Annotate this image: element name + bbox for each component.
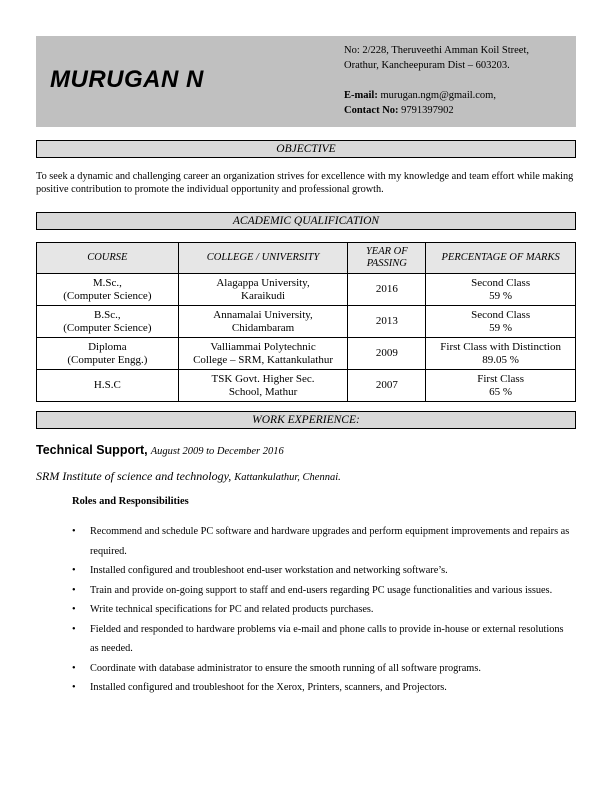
list-item <box>72 561 572 581</box>
table-row <box>37 338 576 370</box>
bullet-icon: • <box>72 662 76 674</box>
course-text: H.S.C <box>93 379 121 392</box>
cell-college <box>178 370 348 402</box>
course-text: M.Sc., <box>92 277 122 289</box>
candidate-name: MURUGAN N <box>50 66 204 93</box>
cell-course <box>37 338 179 370</box>
cell-year <box>348 370 426 402</box>
list-item-text: Recommend and schedule PC software and hardware upgrades and perform equipment improvements and repairs as required. <box>90 526 570 557</box>
cell-year <box>348 306 426 338</box>
marks-text: First Class with Distinction <box>440 341 561 353</box>
course-text: Diploma <box>88 341 127 353</box>
college-text: Annamalai University, <box>213 309 313 321</box>
college-text: TSK Govt. Higher Sec. <box>211 373 315 385</box>
objective-text: To seek a dynamic and challenging career an organization strives for excellence with my knowledge and team effort while making positive contribution to promote the individual opportunity and professional growth. <box>36 171 574 195</box>
marks-text: 65 % <box>489 385 513 398</box>
roles-heading: Roles and Responsibilities <box>72 496 189 507</box>
college-text: Valliammai Polytechnic <box>210 341 316 353</box>
academic-heading: ACADEMIC QUALIFICATION <box>36 212 576 230</box>
address-line-2: Orathur, Kancheepuram Dist – 603203. <box>344 60 510 71</box>
list-item <box>72 581 572 601</box>
list-item-text: Installed configured and troubleshoot end-user workstation and networking software’s. <box>90 565 448 576</box>
header-course: COURSE <box>37 243 179 274</box>
cell-marks <box>426 370 576 402</box>
course-text: (Computer Engg.) <box>67 353 148 366</box>
address-line-1: No: 2/228, Theruveethi Amman Koil Street, <box>344 45 529 56</box>
list-item-text: Coordinate with database administrator to ensure the smooth running of all software programs. <box>90 662 481 674</box>
list-item <box>72 620 572 659</box>
job-title: Technical Support, <box>36 443 148 457</box>
employer-location: Kattankulathur, Chennai. <box>234 472 341 483</box>
college-text: Alagappa University, <box>216 277 310 289</box>
list-item <box>72 600 572 620</box>
college-text: School, Mathur <box>228 385 298 398</box>
marks-text: Second Class <box>471 277 531 289</box>
bullet-icon: • <box>72 584 76 596</box>
marks-text: Second Class <box>471 309 531 321</box>
college-text: Chidambaram <box>231 321 295 334</box>
contact-number: 9791397902 <box>401 105 454 116</box>
course-text: (Computer Science) <box>63 289 152 302</box>
header-percentage: PERCENTAGE OF MARKS <box>426 243 576 274</box>
header-year: YEAR OF PASSING <box>348 243 426 274</box>
email-line <box>344 89 496 103</box>
cell-college <box>178 338 348 370</box>
cell-course <box>37 306 179 338</box>
list-item <box>72 678 572 698</box>
course-text: (Computer Science) <box>63 321 152 334</box>
table-row <box>37 370 576 402</box>
marks-text: 89.05 % <box>482 353 519 366</box>
bullet-icon: • <box>72 604 76 615</box>
responsibilities-list <box>72 522 572 698</box>
email: murugan.ngm@gmail.com, <box>380 90 496 101</box>
cell-marks <box>426 306 576 338</box>
cell-college <box>178 306 348 338</box>
job-period: August 2009 to December 2016 <box>150 446 284 457</box>
job-title-line <box>36 443 284 458</box>
table-row <box>37 274 576 306</box>
year-text: 2009 <box>375 347 398 360</box>
course-text: B.Sc., <box>94 309 121 321</box>
contact-line <box>344 104 454 118</box>
bullet-icon: • <box>72 565 76 576</box>
cell-course <box>37 370 179 402</box>
list-item-text: Fielded and responded to hardware problems via e-mail and phone calls to provide in-house or external resolutions as needed. <box>90 623 564 654</box>
list-item-text: Write technical specifications for PC and related products purchases. <box>90 604 374 615</box>
college-text: Karaikudi <box>241 289 286 302</box>
header <box>36 36 576 127</box>
academic-table <box>36 242 576 402</box>
cell-year <box>348 338 426 370</box>
marks-text: First Class <box>477 373 524 385</box>
marks-text: 59 % <box>489 321 513 334</box>
cell-marks <box>426 274 576 306</box>
cell-course <box>37 274 179 306</box>
year-text: 2016 <box>375 283 398 296</box>
cell-year <box>348 274 426 306</box>
table-header-row <box>37 243 576 274</box>
list-item <box>72 522 572 561</box>
work-heading: WORK EXPERIENCE: <box>36 411 576 429</box>
employer: SRM Institute of science and technology, <box>36 469 232 483</box>
list-item-text: Installed configured and troubleshoot for the Xerox, Printers, scanners, and Projectors. <box>90 682 447 693</box>
marks-text: 59 % <box>489 289 513 302</box>
list-item-text: Train and provide on-going support to staff and end-users regarding PC usage functionalities and various issues. <box>90 584 553 596</box>
college-text: College – SRM, Kattankulathur <box>193 353 333 366</box>
email-label: E-mail: <box>344 90 378 101</box>
objective-heading: OBJECTIVE <box>36 140 576 158</box>
table-row <box>37 306 576 338</box>
bullet-icon: • <box>72 682 76 693</box>
cell-marks <box>426 338 576 370</box>
cell-college <box>178 274 348 306</box>
year-text: 2013 <box>375 315 398 328</box>
contact-label: Contact No: <box>344 105 399 116</box>
year-text: 2007 <box>375 379 398 392</box>
bullet-icon: • <box>72 623 76 635</box>
employer-line <box>36 469 341 484</box>
list-item <box>72 659 572 679</box>
header-college: COLLEGE / UNIVERSITY <box>178 243 348 274</box>
bullet-icon: • <box>72 526 76 537</box>
